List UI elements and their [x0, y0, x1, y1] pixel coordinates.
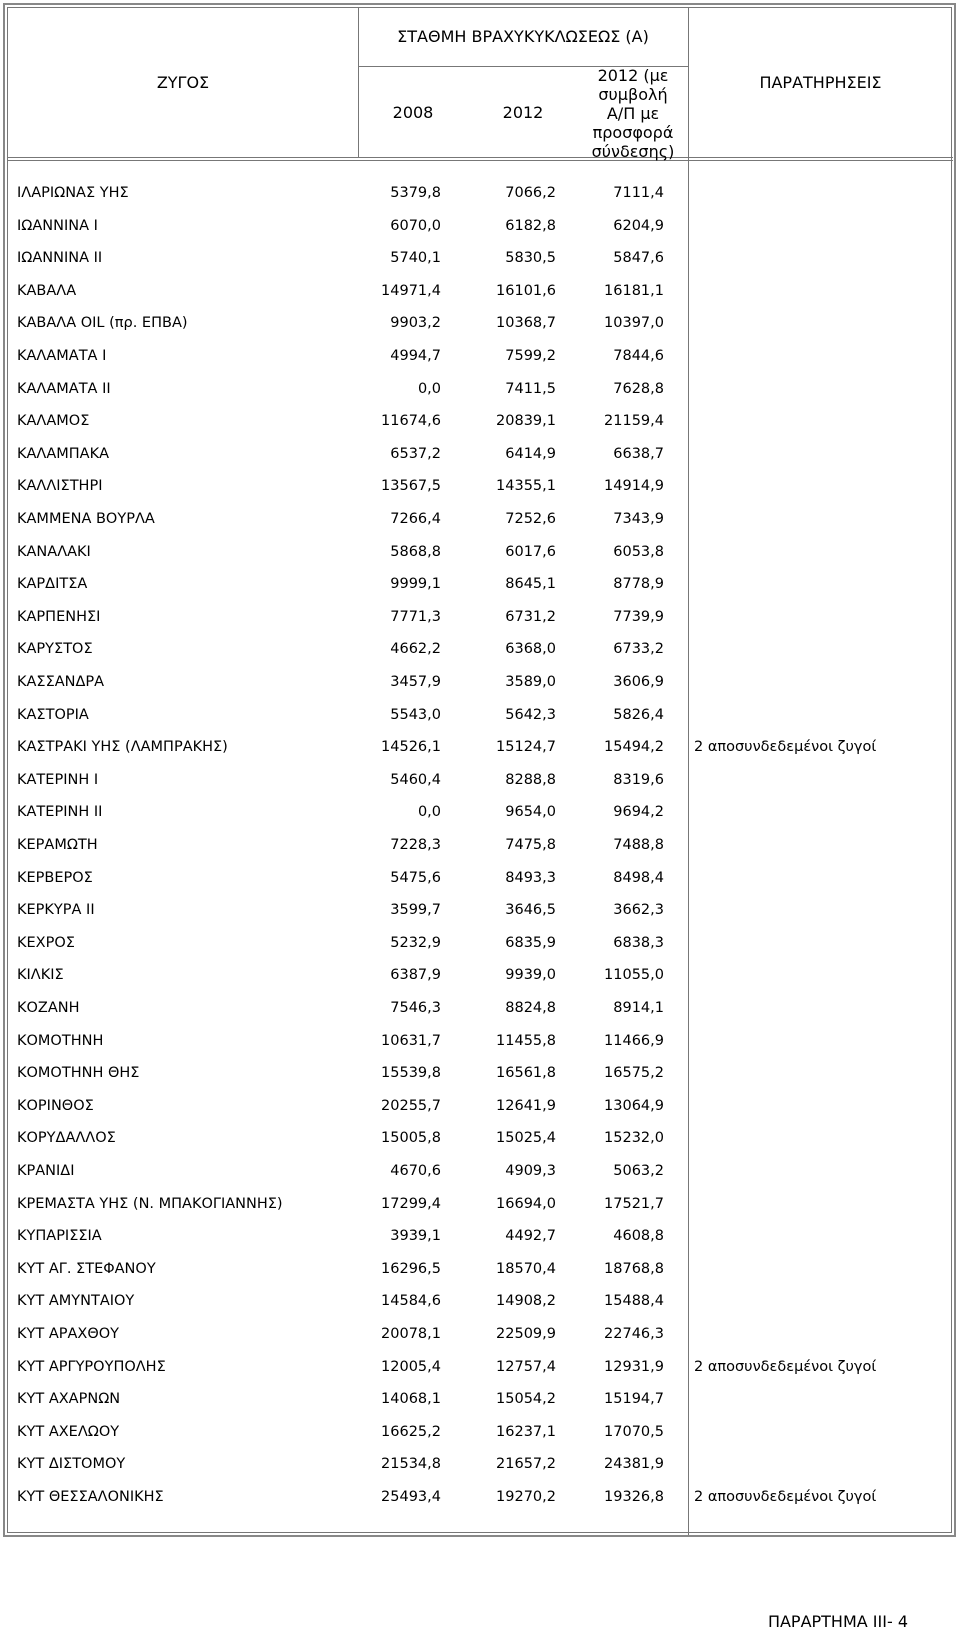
cell-value-2012-with-wind: 16575,2	[604, 1065, 664, 1082]
cell-value-2012-with-wind: 6638,7	[613, 445, 664, 462]
cell-value-2008: 25493,4	[381, 1489, 441, 1505]
cell-bus-name: ΚΑΝΑΛΑΚΙ	[17, 543, 91, 560]
cell-value-2012: 7411,5	[505, 380, 556, 397]
header-group-title: ΣΤΑΘΜΗ ΒΡΑΧΥΚΥΚΛΩΣΕΩΣ (Α)	[397, 27, 649, 46]
cell-value-2008: 7266,4	[390, 511, 441, 527]
cell-value-2012-with-wind: 7739,9	[613, 608, 664, 625]
cell-bus-name: ΙΛΑΡΙΩΝΑΣ ΥΗΣ	[17, 185, 129, 201]
cell-value-2012: 7475,8	[505, 837, 556, 853]
cell-bus-name: ΚΑΜΜΕΝΑ ΒΟΥΡΛΑ	[17, 511, 155, 527]
cell-value-2012: 6182,8	[505, 217, 556, 234]
cell-value-2012-with-wind: 16181,1	[604, 282, 664, 299]
cell-value-2008: 6387,9	[390, 967, 441, 984]
cell-value-2012-with-wind: 13064,9	[604, 1097, 664, 1114]
cell-value-2012-with-wind: 24381,9	[604, 1456, 664, 1473]
cell-value-2012: 7252,6	[505, 511, 556, 527]
cell-value-2012: 8824,8	[505, 1000, 556, 1016]
cell-remark: 2 αποσυνδεδεμένοι ζυγοί	[694, 1489, 877, 1505]
cell-value-2012-with-wind: 7343,9	[613, 511, 664, 527]
cell-value-2008: 5543,0	[390, 706, 441, 723]
header-col-remarks: ΠΑΡΑΤΗΡΗΣΕΙΣ	[759, 73, 882, 92]
cell-bus-name: ΚΥΤ ΑΓ. ΣΤΕΦΑΝΟΥ	[17, 1260, 156, 1277]
cell-value-2012: 22509,9	[496, 1326, 556, 1342]
cell-value-2012-with-wind: 15494,2	[604, 739, 664, 756]
cell-value-2012-with-wind: 9694,2	[613, 804, 664, 821]
cell-bus-name: ΚΡΕΜΑΣΤΑ ΥΗΣ (Ν. ΜΠΑΚΟΓΙΑΝΝΗΣ)	[17, 1195, 283, 1212]
cell-bus-name: ΚΥΤ ΑΜΥΝΤΑΙΟΥ	[17, 1293, 135, 1310]
cell-value-2012-with-wind: 12931,9	[604, 1358, 664, 1375]
cell-value-2012-with-wind: 15488,4	[604, 1293, 664, 1310]
cell-value-2012: 14355,1	[496, 478, 556, 495]
cell-value-2008: 0,0	[417, 380, 441, 397]
cell-bus-name: ΚΕΡΚΥΡΑ ΙΙ	[17, 902, 95, 919]
cell-bus-name: ΚΑΡΥΣΤΟΣ	[17, 641, 93, 658]
cell-value-2008: 5379,8	[390, 185, 441, 201]
cell-value-2012-with-wind: 3606,9	[613, 674, 664, 690]
cell-value-2012: 8493,3	[505, 869, 556, 886]
cell-bus-name: ΚΟΜΟΤΗΝΗ	[17, 1032, 104, 1049]
cell-value-2008: 5475,6	[390, 869, 441, 886]
cell-value-2012-with-wind: 19326,8	[604, 1489, 664, 1505]
cell-bus-name: ΚΑΛΑΜΟΣ	[17, 413, 90, 430]
cell-value-2012-with-wind: 8498,4	[613, 869, 664, 886]
cell-value-2008: 20078,1	[381, 1326, 441, 1342]
cell-value-2012: 6835,9	[505, 934, 556, 951]
cell-remark: 2 αποσυνδεδεμένοι ζυγοί	[694, 739, 877, 756]
cell-value-2012-with-wind: 17070,5	[604, 1423, 664, 1440]
cell-value-2012-with-wind: 11466,9	[604, 1032, 664, 1049]
cell-bus-name: ΚΑΛΑΜΑΤΑ Ι	[17, 348, 107, 364]
cell-bus-name: ΚΑΣΤΡΑΚΙ ΥΗΣ (ΛΑΜΠΡΑΚΗΣ)	[17, 739, 228, 756]
cell-value-2012-with-wind: 6204,9	[613, 217, 664, 234]
header-bottom-border	[7, 160, 953, 161]
cell-bus-name: ΚΥΤ ΑΧΑΡΝΩΝ	[17, 1391, 121, 1408]
cell-value-2012: 6017,6	[505, 543, 556, 560]
cell-value-2012: 21657,2	[496, 1456, 556, 1473]
cell-value-2012: 18570,4	[496, 1260, 556, 1277]
cell-value-2012: 6368,0	[505, 641, 556, 658]
header-col-2012-with-wind-line: 2012 (με	[597, 66, 669, 85]
cell-value-2008: 14584,6	[381, 1293, 441, 1310]
cell-bus-name: ΚΡΑΝΙΔΙ	[17, 1163, 75, 1179]
cell-value-2012: 5830,5	[505, 250, 556, 267]
cell-value-2008: 4994,7	[390, 348, 441, 364]
cell-bus-name: ΚΕΡΒΕΡΟΣ	[17, 869, 93, 886]
cell-value-2012-with-wind: 3662,3	[613, 902, 664, 919]
cell-bus-name: ΚΥΤ ΘΕΣΣΑΛΟΝΙΚΗΣ	[17, 1489, 164, 1505]
cell-bus-name: ΚΟΖΑΝΗ	[17, 1000, 80, 1016]
cell-value-2008: 17299,4	[381, 1195, 441, 1212]
cell-value-2008: 13567,5	[381, 478, 441, 495]
cell-value-2012: 16694,0	[496, 1195, 556, 1212]
cell-value-2012: 6414,9	[505, 445, 556, 462]
cell-value-2012-with-wind: 8319,6	[613, 771, 664, 788]
cell-value-2012: 3646,5	[505, 902, 556, 919]
cell-value-2012-with-wind: 17521,7	[604, 1195, 664, 1212]
cell-value-2012-with-wind: 4608,8	[613, 1228, 664, 1245]
cell-value-2008: 21534,8	[381, 1456, 441, 1473]
cell-value-2012-with-wind: 6053,8	[613, 543, 664, 560]
cell-value-2012: 19270,2	[496, 1489, 556, 1505]
header-col-2008: 2008	[392, 103, 434, 122]
cell-value-2012: 7066,2	[505, 185, 556, 201]
cell-value-2012: 16237,1	[496, 1423, 556, 1440]
cell-remark: 2 αποσυνδεδεμένοι ζυγοί	[694, 1358, 877, 1375]
cell-value-2008: 7546,3	[390, 1000, 441, 1016]
cell-value-2008: 11674,6	[381, 413, 441, 430]
header-col-2012-with-wind-line: συμβολή	[598, 85, 668, 104]
cell-value-2012-with-wind: 11055,0	[604, 967, 664, 984]
cell-bus-name: ΚΑΣΣΑΝΔΡΑ	[17, 674, 105, 690]
cell-value-2012: 15124,7	[496, 739, 556, 756]
cell-value-2008: 20255,7	[381, 1097, 441, 1114]
cell-value-2012-with-wind: 15194,7	[604, 1391, 664, 1408]
cell-value-2008: 5232,9	[390, 934, 441, 951]
cell-value-2008: 0,0	[417, 804, 441, 821]
cell-value-2012-with-wind: 10397,0	[604, 315, 664, 332]
cell-value-2012-with-wind: 21159,4	[604, 413, 664, 430]
cell-bus-name: ΚΑΛΛΙΣΤΗΡΙ	[17, 478, 103, 495]
cell-value-2008: 14971,4	[381, 282, 441, 299]
cell-bus-name: ΙΩΑΝΝΙΝΑ Ι	[17, 217, 98, 234]
cell-bus-name: ΚΑΤΕΡΙΝΗ Ι	[17, 771, 99, 788]
cell-value-2012: 10368,7	[496, 315, 556, 332]
cell-value-2012: 12757,4	[496, 1358, 556, 1375]
cell-bus-name: ΚΑΡΠΕΝΗΣΙ	[17, 608, 101, 625]
cell-value-2012: 12641,9	[496, 1097, 556, 1114]
cell-value-2012: 20839,1	[496, 413, 556, 430]
cell-value-2012-with-wind: 7844,6	[613, 348, 664, 364]
cell-bus-name: ΚΟΡΥΔΑΛΛΟΣ	[17, 1130, 116, 1147]
header-col-2012-with-wind-line: σύνδεσης)	[591, 142, 675, 161]
cell-value-2012-with-wind: 7488,8	[613, 837, 664, 853]
cell-bus-name: ΚΕΡΑΜΩΤΗ	[17, 837, 98, 853]
cell-bus-name: ΚΙΛΚΙΣ	[17, 967, 64, 984]
cell-value-2008: 14526,1	[381, 739, 441, 756]
cell-value-2008: 16625,2	[381, 1423, 441, 1440]
cell-value-2008: 7228,3	[390, 837, 441, 853]
cell-bus-name: ΚΑΣΤΟΡΙΑ	[17, 706, 89, 723]
cell-value-2012: 8288,8	[505, 771, 556, 788]
cell-bus-name: ΚΥΤ ΑΧΕΛΩΟΥ	[17, 1423, 120, 1440]
cell-bus-name: ΚΑΛΑΜΠΑΚΑ	[17, 445, 110, 462]
page-footer: ΠΑΡΑΡΤΗΜΑ ΙΙΙ- 4	[767, 1612, 908, 1631]
cell-bus-name: ΚΥΤ ΔΙΣΤΟΜΟΥ	[17, 1456, 126, 1473]
cell-value-2008: 5740,1	[390, 250, 441, 267]
column-divider	[688, 7, 689, 1535]
cell-value-2012-with-wind: 7111,4	[613, 185, 664, 201]
header-col-name: ΖΥΓΟΣ	[156, 73, 210, 92]
cell-value-2012-with-wind: 8778,9	[613, 576, 664, 593]
cell-value-2012: 5642,3	[505, 706, 556, 723]
cell-value-2008: 7771,3	[390, 608, 441, 625]
cell-value-2008: 3457,9	[390, 674, 441, 690]
cell-bus-name: ΚΕΧΡΟΣ	[17, 934, 75, 951]
cell-value-2012: 7599,2	[505, 348, 556, 364]
cell-value-2012-with-wind: 8914,1	[613, 1000, 664, 1016]
cell-bus-name: ΙΩΑΝΝΙΝΑ ΙΙ	[17, 250, 103, 267]
header-col-2012: 2012	[502, 103, 544, 122]
cell-value-2008: 3939,1	[390, 1228, 441, 1245]
cell-value-2012: 14908,2	[496, 1293, 556, 1310]
cell-value-2012-with-wind: 5847,6	[613, 250, 664, 267]
header-bottom-border	[7, 157, 953, 158]
cell-value-2012-with-wind: 22746,3	[604, 1326, 664, 1342]
cell-value-2012: 15054,2	[496, 1391, 556, 1408]
cell-value-2008: 12005,4	[381, 1358, 441, 1375]
cell-value-2012: 9654,0	[505, 804, 556, 821]
cell-bus-name: ΚΥΤ ΑΡΑΧΘΟΥ	[17, 1326, 120, 1342]
cell-bus-name: ΚΑΒΑΛΑ OIL (πρ. ΕΠΒΑ)	[17, 315, 188, 332]
cell-value-2008: 14068,1	[381, 1391, 441, 1408]
cell-value-2012: 6731,2	[505, 608, 556, 625]
cell-bus-name: ΚΑΒΑΛΑ	[17, 282, 77, 299]
cell-value-2012: 16561,8	[496, 1065, 556, 1082]
header-col-2012-with-wind-line: προσφορά	[592, 123, 674, 142]
cell-value-2008: 6070,0	[390, 217, 441, 234]
cell-value-2012-with-wind: 6733,2	[613, 641, 664, 658]
cell-value-2012-with-wind: 18768,8	[604, 1260, 664, 1277]
header-col-2012-with-wind	[578, 66, 688, 161]
cell-value-2012-with-wind: 7628,8	[613, 380, 664, 397]
cell-value-2008: 4662,2	[390, 641, 441, 658]
cell-value-2012: 9939,0	[505, 967, 556, 984]
cell-value-2008: 9999,1	[390, 576, 441, 593]
cell-value-2008: 5868,8	[390, 543, 441, 560]
cell-value-2008: 15539,8	[381, 1065, 441, 1082]
cell-value-2012-with-wind: 14914,9	[604, 478, 664, 495]
cell-bus-name: ΚΑΡΔΙΤΣΑ	[17, 576, 88, 593]
cell-value-2012: 4492,7	[505, 1228, 556, 1245]
cell-bus-name: ΚΥΤ ΑΡΓΥΡΟΥΠΟΛΗΣ	[17, 1358, 166, 1375]
cell-value-2008: 10631,7	[381, 1032, 441, 1049]
cell-value-2012: 16101,6	[496, 282, 556, 299]
cell-bus-name: ΚΟΡΙΝΘΟΣ	[17, 1097, 94, 1114]
cell-value-2012-with-wind: 5826,4	[613, 706, 664, 723]
cell-value-2008: 9903,2	[390, 315, 441, 332]
cell-value-2012-with-wind: 5063,2	[613, 1163, 664, 1179]
cell-value-2012: 8645,1	[505, 576, 556, 593]
cell-bus-name: ΚΑΤΕΡΙΝΗ ΙΙ	[17, 804, 103, 821]
cell-value-2008: 15005,8	[381, 1130, 441, 1147]
header-col-2012-with-wind-line: Α/Π με	[606, 104, 660, 123]
cell-bus-name: ΚΑΛΑΜΑΤΑ ΙΙ	[17, 380, 111, 397]
cell-value-2012-with-wind: 15232,0	[604, 1130, 664, 1147]
cell-value-2012: 15025,4	[496, 1130, 556, 1147]
cell-value-2008: 16296,5	[381, 1260, 441, 1277]
cell-bus-name: ΚΥΠΑΡΙΣΣΙΑ	[17, 1228, 102, 1245]
cell-value-2012-with-wind: 6838,3	[613, 934, 664, 951]
cell-value-2008: 4670,6	[390, 1163, 441, 1179]
cell-value-2008: 5460,4	[390, 771, 441, 788]
cell-value-2012: 3589,0	[505, 674, 556, 690]
cell-value-2008: 6537,2	[390, 445, 441, 462]
cell-value-2012: 4909,3	[505, 1163, 556, 1179]
cell-bus-name: ΚΟΜΟΤΗΝΗ ΘΗΣ	[17, 1065, 140, 1082]
cell-value-2012: 11455,8	[496, 1032, 556, 1049]
cell-value-2008: 3599,7	[390, 902, 441, 919]
